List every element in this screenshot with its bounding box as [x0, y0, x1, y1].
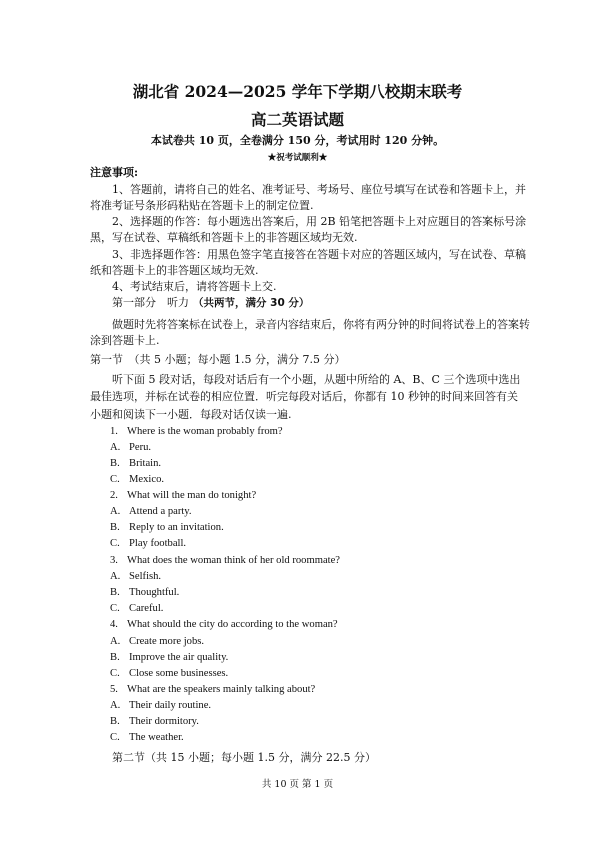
question-4-option-b — [110, 652, 228, 663]
page-footer: 共 10 页 第 1 页 — [261, 779, 334, 790]
notes-item: 黑，写在试卷、草稿纸和答题卡上的非答题区域均无效. — [90, 231, 358, 244]
notes-item: 1、答题前，请将自己的姓名、准考证号、考场号、座位号填写在试卷和答题卡上，并 — [112, 183, 526, 196]
question-2-option-a — [110, 506, 192, 517]
question-3 — [110, 555, 340, 566]
option-label: A. — [110, 636, 121, 647]
question-text: What will the man do tonight? — [127, 490, 257, 501]
notes-item: 纸和答题卡上的非答题区域均无效. — [90, 264, 259, 277]
part1-heading-score: （共两节，满分 30 分） — [193, 297, 310, 309]
section1-instructions: 听下面 5 段对话，每段对话后有一个小题，从题中所给的 A、B、C 三个选项中选出 — [112, 373, 521, 386]
option-text: Selfish. — [129, 571, 162, 582]
option-text: Their daily routine. — [129, 700, 212, 711]
option-label: C. — [110, 732, 120, 743]
good-luck-note: ★祝考试顺利★ — [267, 153, 328, 163]
question-5-option-b — [110, 716, 199, 727]
notes-item: 将准考证号条形码粘贴在答题卡上的制定位置. — [90, 199, 314, 212]
option-label: B. — [110, 458, 120, 469]
exam-title: 湖北省 2024—2025 学年下学期八校期末联考 — [132, 82, 463, 101]
question-3-option-b — [110, 587, 179, 598]
section1-instructions: 小题和阅读下一小题．每段对话仅读一遍. — [90, 408, 292, 421]
question-number: 3. — [110, 555, 118, 566]
exam-info: 本试卷共 10 页，全卷满分 150 分，考试用时 120 分钟。 — [150, 134, 445, 147]
option-label: C. — [110, 603, 120, 614]
option-label: A. — [110, 700, 121, 711]
question-text: What does the woman think of her old roommate? — [127, 555, 340, 566]
option-text: Reply to an invitation. — [129, 522, 224, 533]
section1-heading: 第一节 （共 5 小题；每小题 1.5 分，满分 7.5 分） — [90, 353, 346, 366]
question-4-option-c — [110, 668, 228, 679]
question-2 — [110, 490, 256, 501]
option-label: C. — [110, 474, 120, 485]
option-text: The weather. — [129, 732, 184, 743]
option-text: Attend a party. — [129, 506, 192, 517]
option-label: B. — [110, 587, 120, 598]
section1-instructions: 最佳选项，并标在试卷的相应位置．听完每段对话后，你都有 10 秒钟的时间来回答有关 — [90, 390, 518, 403]
question-text: What should the city do according to the woman? — [127, 619, 338, 630]
question-2-option-c — [110, 538, 186, 549]
question-5-option-a — [110, 700, 211, 711]
option-text: Careful. — [129, 603, 164, 614]
question-1 — [110, 426, 283, 437]
option-label: A. — [110, 442, 121, 453]
question-5 — [110, 684, 315, 695]
option-label: A. — [110, 506, 121, 517]
question-3-option-c — [110, 603, 163, 614]
option-text: Play football. — [129, 538, 187, 549]
part1-heading — [112, 296, 309, 310]
option-text: Their dormitory. — [129, 716, 199, 727]
option-label: B. — [110, 522, 120, 533]
question-5-option-c — [110, 732, 184, 743]
option-label: A. — [110, 571, 121, 582]
option-label: C. — [110, 668, 120, 679]
question-1-option-c — [110, 474, 164, 485]
part1-instructions: 涂到答题卡上. — [90, 334, 160, 347]
question-4 — [110, 619, 338, 630]
notes-item: 3、非选择题作答：用黑色签字笔直接答在答题卡对应的答题区域内，写在试卷、草稿 — [112, 248, 526, 261]
question-1-option-b — [110, 458, 161, 469]
option-text: Create more jobs. — [129, 636, 205, 647]
option-text: Thoughtful. — [129, 587, 180, 598]
exam-subtitle: 高二英语试题 — [250, 110, 344, 129]
notes-item: 4、考试结束后，请将答题卡上交. — [112, 280, 277, 293]
question-text: Where is the woman probably from? — [127, 426, 283, 437]
question-number: 5. — [110, 684, 118, 695]
option-label: B. — [110, 716, 120, 727]
notes-heading: 注意事项: — [90, 166, 139, 179]
question-1-option-a — [110, 442, 151, 453]
question-number: 4. — [110, 619, 118, 630]
question-2-option-b — [110, 522, 224, 533]
question-4-option-a — [110, 636, 204, 647]
question-text: What are the speakers mainly talking about? — [127, 684, 316, 695]
part1-heading-title: 第一部分 听力 — [112, 296, 189, 309]
option-text: Britain. — [129, 458, 162, 469]
option-text: Close some businesses. — [129, 668, 229, 679]
option-label: C. — [110, 538, 120, 549]
section2-heading: 第二节（共 15 小题；每小题 1.5 分，满分 22.5 分） — [112, 751, 376, 764]
question-number: 1. — [110, 426, 118, 437]
notes-item: 2、选择题的作答：每小题选出答案后，用 2B 铅笔把答题卡上对应题目的答案标号涂 — [112, 215, 527, 228]
question-3-option-a — [110, 571, 161, 582]
option-label: B. — [110, 652, 120, 663]
question-number: 2. — [110, 490, 118, 501]
option-text: Peru. — [129, 442, 152, 453]
option-text: Improve the air quality. — [129, 652, 229, 663]
part1-instructions: 做题时先将答案标在试卷上，录音内容结束后，你将有两分钟的时间将试卷上的答案转 — [112, 318, 530, 331]
option-text: Mexico. — [129, 474, 165, 485]
